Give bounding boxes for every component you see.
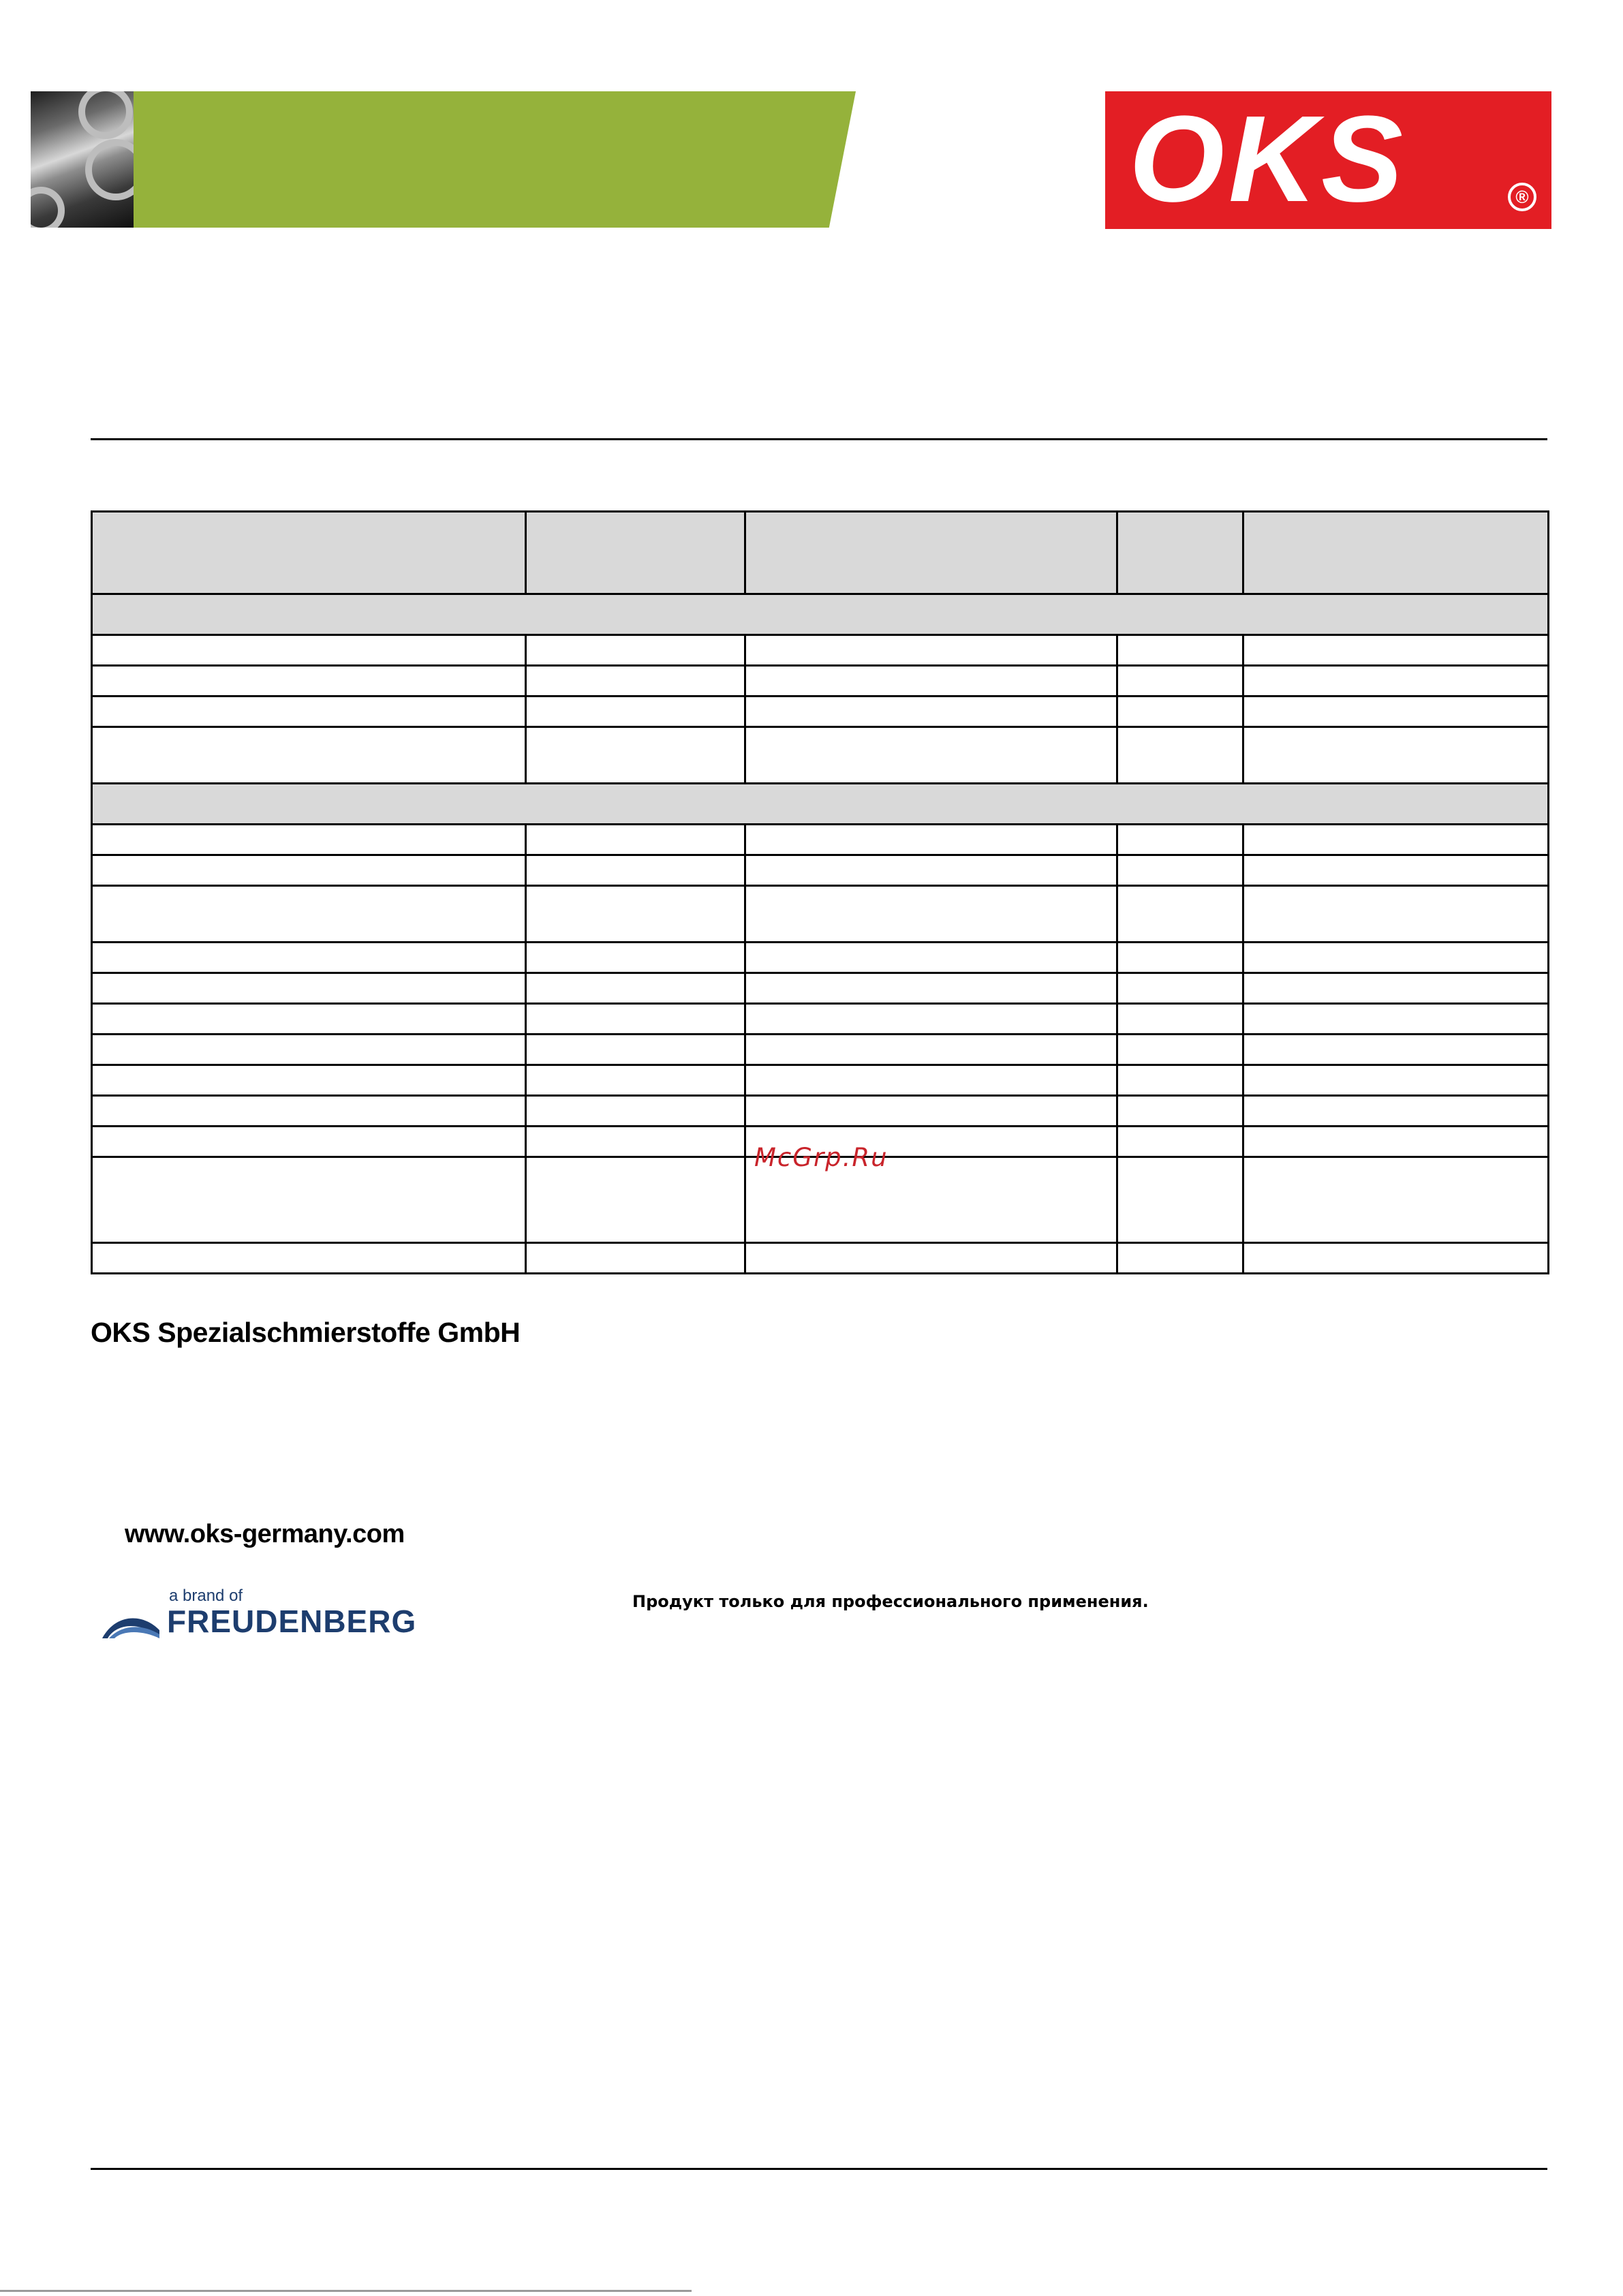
table-cell	[526, 697, 745, 727]
table-cell	[526, 943, 745, 973]
table-cell	[745, 1243, 1117, 1274]
table-cell	[92, 1004, 526, 1035]
table-cell	[1243, 973, 1549, 1004]
table-row	[92, 943, 1549, 973]
table-cell	[1117, 1243, 1243, 1274]
table-cell	[526, 1035, 745, 1065]
freudenberg-logo-icon	[102, 1610, 159, 1638]
table-cell	[1243, 1035, 1549, 1065]
table-header-cell	[1117, 512, 1243, 594]
table-cell	[1117, 1035, 1243, 1065]
table-cell	[1243, 1243, 1549, 1274]
watermark-text: McGrp.Ru	[754, 1143, 888, 1172]
professional-use-notice: Продукт только для профессионального применения.	[632, 1592, 1149, 1611]
table-cell	[92, 727, 526, 784]
freudenberg-logo-text: FREUDENBERG	[167, 1604, 417, 1639]
table-cell	[92, 825, 526, 855]
table-cell	[526, 1157, 745, 1243]
table-header-cell	[526, 512, 745, 594]
table-row	[92, 973, 1549, 1004]
table-cell	[745, 855, 1117, 886]
table-cell	[1117, 697, 1243, 727]
oks-logo-text: OKS	[1129, 91, 1408, 228]
table-cell	[1117, 973, 1243, 1004]
table-cell	[1243, 886, 1549, 943]
table-cell	[92, 886, 526, 943]
table-cell	[1117, 886, 1243, 943]
table-cell	[1117, 825, 1243, 855]
table-section-row	[92, 784, 1549, 825]
table-header-cell	[745, 512, 1117, 594]
table-cell	[1117, 1096, 1243, 1127]
table-cell	[745, 825, 1117, 855]
table-cell	[1243, 727, 1549, 784]
table-cell	[1117, 635, 1243, 666]
table-cell	[526, 973, 745, 1004]
table-cell	[526, 635, 745, 666]
table-row	[92, 886, 1549, 943]
table-cell	[745, 727, 1117, 784]
table-cell	[745, 943, 1117, 973]
table-cell	[1243, 635, 1549, 666]
table-row	[92, 1096, 1549, 1127]
table-cell	[92, 1035, 526, 1065]
table-section-row	[92, 594, 1549, 635]
table-cell	[92, 697, 526, 727]
table-cell	[1243, 666, 1549, 697]
oks-logo	[1105, 91, 1551, 229]
table-section-cell	[92, 784, 1549, 825]
table-row	[92, 697, 1549, 727]
table-cell	[1117, 855, 1243, 886]
table-cell	[526, 1127, 745, 1157]
table-row	[92, 855, 1549, 886]
bottom-divider	[91, 2168, 1547, 2170]
table-cell	[745, 1096, 1117, 1127]
table-cell	[92, 973, 526, 1004]
brand-prefix: a brand of	[169, 1587, 243, 1605]
table-cell	[1117, 666, 1243, 697]
table-cell	[526, 855, 745, 886]
table-header-cell	[92, 512, 526, 594]
table-cell	[745, 973, 1117, 1004]
header-green-banner	[134, 91, 856, 228]
table-cell	[526, 1004, 745, 1035]
table-row	[92, 727, 1549, 784]
table-row	[92, 1065, 1549, 1096]
table-cell	[1117, 1127, 1243, 1157]
table-row	[92, 1035, 1549, 1065]
table-cell	[1243, 943, 1549, 973]
pipe-shape	[31, 187, 65, 228]
table-cell	[92, 1096, 526, 1127]
table-cell	[745, 886, 1117, 943]
company-name: OKS Spezialschmierstoffe GmbH	[91, 1317, 521, 1348]
table-cell	[526, 1065, 745, 1096]
table-cell	[745, 635, 1117, 666]
table-row	[92, 1004, 1549, 1035]
registered-mark: ®	[1508, 183, 1536, 211]
table-cell	[1243, 1004, 1549, 1035]
table-cell	[1117, 1065, 1243, 1096]
table-cell	[526, 1243, 745, 1274]
table-cell	[1243, 1065, 1549, 1096]
table-cell	[526, 886, 745, 943]
table-cell	[1117, 727, 1243, 784]
table-header-cell	[1243, 512, 1549, 594]
table-header-row	[92, 512, 1549, 594]
table-section-cell	[92, 594, 1549, 635]
table-cell	[1117, 1157, 1243, 1243]
website-link[interactable]: www.oks-germany.com	[125, 1520, 405, 1548]
table-cell	[92, 855, 526, 886]
table-cell	[92, 1243, 526, 1274]
table-cell	[1117, 943, 1243, 973]
table-cell	[526, 666, 745, 697]
table-cell	[745, 1035, 1117, 1065]
table-cell	[92, 943, 526, 973]
table-cell	[745, 666, 1117, 697]
header-photo	[31, 91, 134, 228]
table-cell	[1243, 1127, 1549, 1157]
pipe-shape	[85, 139, 134, 200]
table-cell	[526, 727, 745, 784]
pipe-shape	[78, 91, 133, 139]
table-cell	[1243, 697, 1549, 727]
table-cell	[526, 825, 745, 855]
table-row	[92, 666, 1549, 697]
table-cell	[92, 1065, 526, 1096]
table-row	[92, 825, 1549, 855]
table-cell	[526, 1096, 745, 1127]
table-cell	[1243, 825, 1549, 855]
table-cell	[92, 635, 526, 666]
table-cell	[745, 697, 1117, 727]
bottom-edge-line	[0, 2290, 692, 2292]
table-cell	[92, 666, 526, 697]
table-row	[92, 635, 1549, 666]
table-cell	[92, 1127, 526, 1157]
table-cell	[92, 1157, 526, 1243]
top-divider	[91, 438, 1547, 440]
table-row	[92, 1243, 1549, 1274]
table-cell	[745, 1065, 1117, 1096]
table-cell	[1243, 1096, 1549, 1127]
table-cell	[1117, 1004, 1243, 1035]
table-cell	[745, 1004, 1117, 1035]
table-cell	[1243, 855, 1549, 886]
table-cell	[1243, 1157, 1549, 1243]
